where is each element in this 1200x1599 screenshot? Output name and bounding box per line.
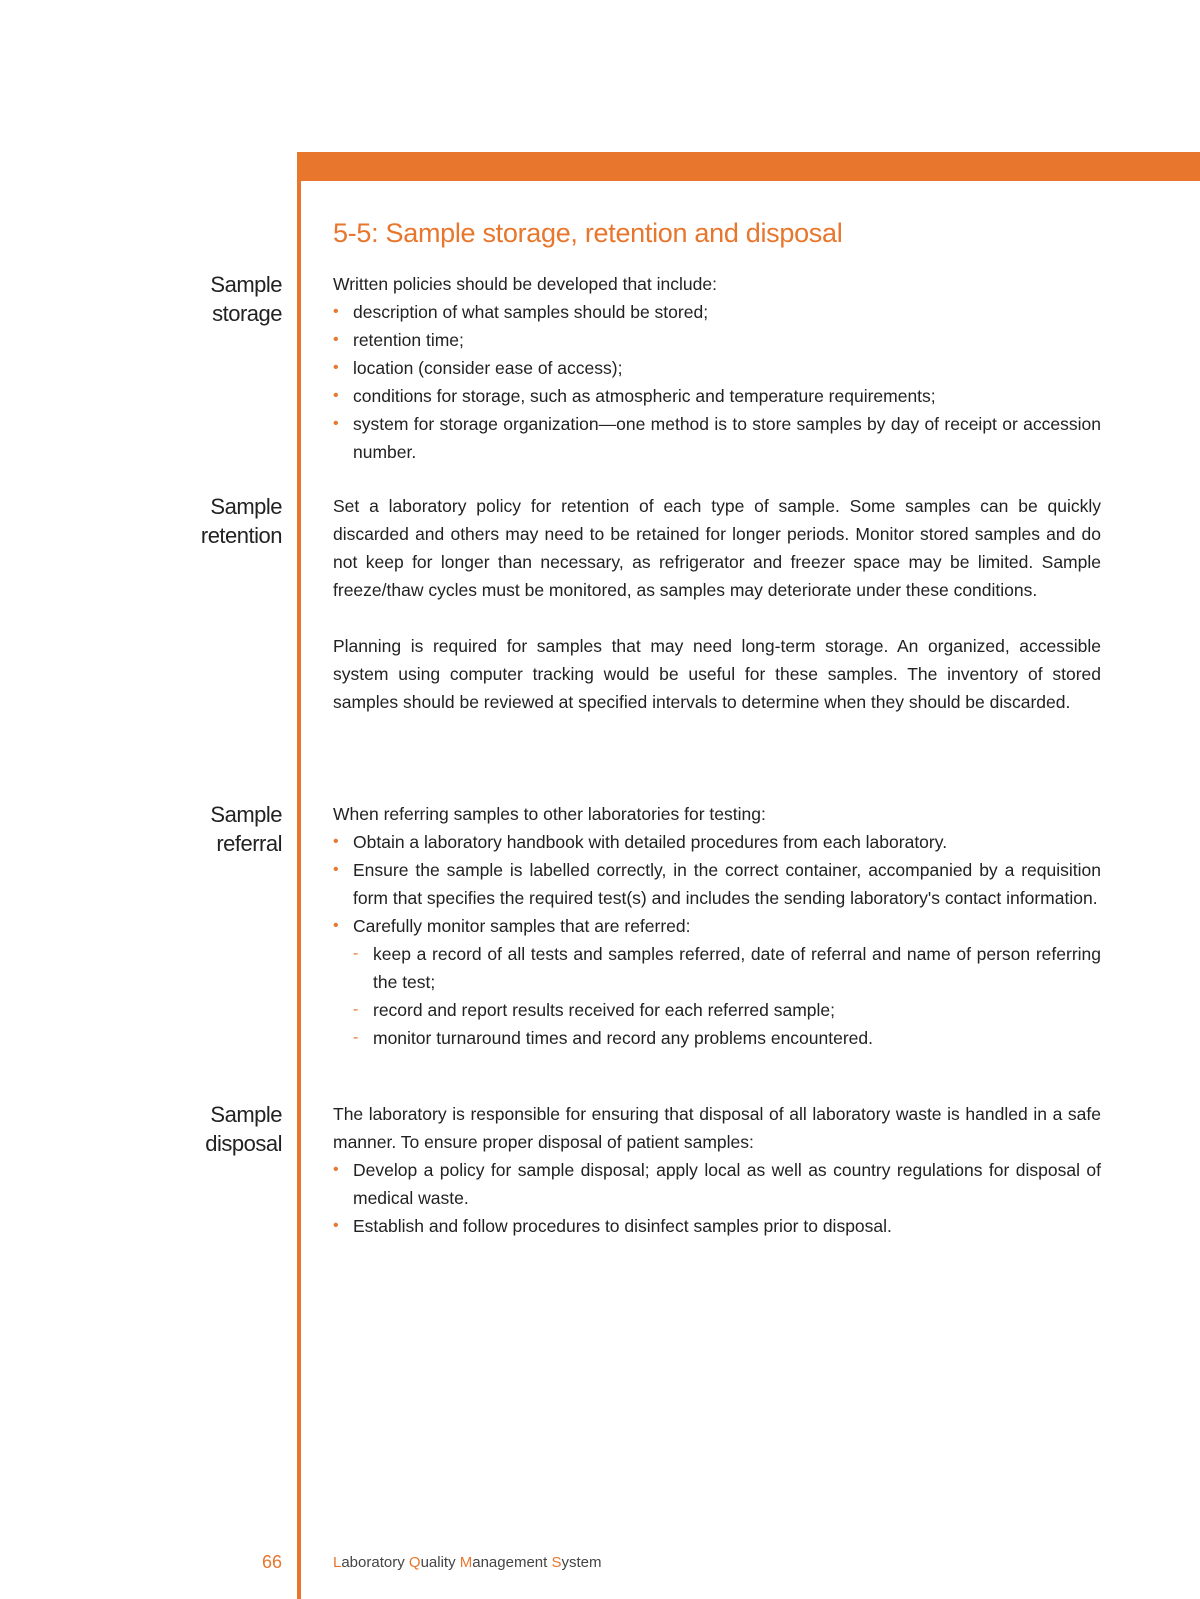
bullet-icon: • [333,861,339,878]
list-item-text: system for storage organization—one method is to store samples by day of receipt or accession number. [353,414,1101,462]
bullet-icon: • [333,1161,339,1178]
vertical-rule [297,152,301,1599]
retention-paragraph: Planning is required for samples that may need long-term storage. An organized, accessible system using computer tracking would be useful for these samples. The inventory of stored samples should be reviewed at specified intervals to determine when they should be discarded. [333,636,1101,712]
side-label-line: Sample [210,1102,282,1127]
bullet-icon: • [333,415,339,432]
footer-word: ystem [561,1554,602,1571]
bullet-icon: • [333,359,339,376]
footer-initial: M [459,1554,473,1571]
list-item-text: retention time; [353,330,464,350]
referral-section [333,800,1101,1052]
list-item-text: conditions for storage, such as atmospheric and temperature requirements; [353,386,936,406]
side-label-line: storage [212,301,282,326]
footer-word: aboratory [341,1554,409,1571]
list-item [333,326,1101,354]
side-label-line: Sample [210,494,282,519]
page-number: 66 [261,1552,282,1572]
list-item [333,410,1101,466]
side-label-line: referral [216,831,282,856]
dash-icon: - [353,1001,359,1018]
bullet-icon: • [333,1217,339,1234]
side-label-storage [210,270,282,328]
footer-title [333,1554,602,1571]
footer-initial: L [333,1554,342,1571]
list-item [333,1156,1101,1212]
list-item [333,828,1101,856]
list-item-text: Obtain a laboratory handbook with detailed procedures from each laboratory. [353,832,948,852]
side-label-line: Sample [210,802,282,827]
sub-list-item-text: monitor turnaround times and record any problems encountered. [373,1028,873,1048]
sub-list-item-text: keep a record of all tests and samples referred, date of referral and name of person referring the test; [373,944,1101,992]
disposal-section [333,1100,1101,1240]
list-item [333,354,1101,382]
side-label-line: Sample [210,272,282,297]
bullet-icon: • [333,833,339,850]
footer-word: anagement [472,1554,552,1571]
list-item [333,382,1101,410]
list-item-text: description of what samples should be stored; [353,302,709,322]
list-item [333,298,1101,326]
footer-initial: Q [408,1554,421,1571]
retention-section [333,492,1101,716]
side-label-retention [201,492,282,550]
sub-list-item [333,1024,1101,1052]
referral-intro: When referring samples to other laboratories for testing: [333,804,766,824]
list-item-text: Ensure the sample is labelled correctly, in the correct container, accompanied by a requisition form that specifies the required test(s) and includes the sending laboratory's contact information. [353,860,1101,908]
dash-icon: - [353,945,359,962]
side-label-line: disposal [205,1131,282,1156]
bullet-icon: • [333,917,339,934]
storage-list [333,298,1101,466]
storage-intro: Written policies should be developed that include: [333,274,717,294]
page-title: 5-5: Sample storage, retention and disposal [333,218,843,248]
list-item [333,1212,1101,1240]
bullet-icon: • [333,331,339,348]
disposal-list [333,1156,1101,1240]
list-item-text: Establish and follow procedures to disinfect samples prior to disposal. [353,1216,892,1236]
list-item [333,856,1101,912]
storage-section [333,270,1101,466]
side-label-line: retention [200,523,282,548]
retention-paragraph: Set a laboratory policy for retention of each type of sample. Some samples can be quickly discarded and others may need to be retained for longer periods. Monitor stored samples and do not keep for longer than necessary, as refrigerator and freezer space may be limited. Sample freeze/thaw cycles must be monitored, as samples may deteriorate under these conditions. [333,496,1101,600]
referral-list [333,828,1101,1052]
bullet-icon: • [333,303,339,320]
dash-icon: - [353,1029,359,1046]
disposal-intro: The laboratory is responsible for ensuring that disposal of all laboratory waste is handled in a safe manner. To ensure proper disposal of patient samples: [333,1104,1101,1152]
list-item-text: location (consider ease of access); [353,358,623,378]
footer-initial: S [551,1554,562,1571]
bullet-icon: • [333,387,339,404]
sub-list-item [333,996,1101,1024]
sub-list-item [333,940,1101,996]
side-label-disposal [205,1100,282,1158]
sub-list-item-text: record and report results received for each referred sample; [373,1000,836,1020]
list-item [333,912,1101,940]
list-item-text: Develop a policy for sample disposal; apply local as well as country regulations for disposal of medical waste. [353,1160,1101,1208]
side-label-referral [210,800,282,858]
footer-word: uality [420,1554,460,1571]
list-item-text: Carefully monitor samples that are referred: [353,916,691,936]
header-band [298,152,1200,181]
